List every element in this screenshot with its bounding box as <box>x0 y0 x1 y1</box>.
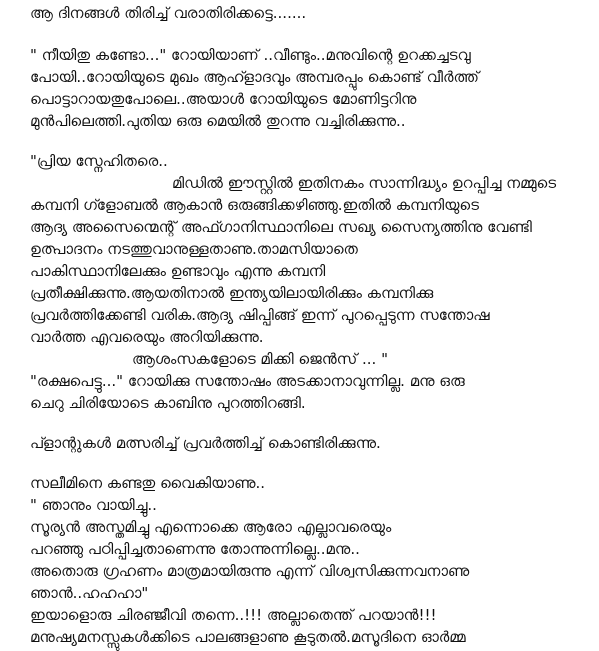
text-line: " നീയിതു കണ്ടോ..." റോയിയാണ് ..വീണ്ടും..മനുവിന്റെ ഉറക്കച്ചടവു <box>30 46 471 64</box>
text-line: പ്രവർത്തിക്കേണ്ടി വരിക.ആദ്യ ഷിപ്പിങ്ങ് ഇന്ന് പുറപ്പെടുന്ന സന്തോഷ <box>30 306 490 324</box>
text-line: ഉത്പാദനം നടത്തുവാനുള്ളതാണു.താമസിയാതെ <box>30 240 358 258</box>
text-line: അതൊരു ഗ്രഹണം മാത്രമായിരുന്നു എന്ന് വിശ്വസിക്കുന്നവനാണു <box>30 562 470 580</box>
text-line: കമ്പനി ഗ്ളോബൽ ആകാൻ ഒരുങ്ങിക്കഴിഞ്ഞു.ഇതിൽ കമ്പനിയുടെ <box>30 196 479 214</box>
text-line: സലീമിനെ കണ്ടതു വൈകിയാണു.. <box>30 474 265 492</box>
text-line: മിഡിൽ ഈസ്റ്റിൽ ഇതിനകം സാന്നിദ്ധ്യം ഉറപ്പിച്ച നമ്മുടെ <box>172 174 557 192</box>
text-line: "രക്ഷപെട്ടു..." റോയിക്കു സന്തോഷം അടക്കാനാവുന്നില്ല. മനു ഒരു <box>30 372 465 390</box>
text-line: "പ്രിയ സ്നേഹിതരെ.. <box>30 152 168 170</box>
text-line: വാർത്ത എവരെയും അറിയിക്കുന്നു. <box>30 328 264 346</box>
text-line: പറഞ്ഞു പഠിപ്പിച്ചതാണെന്നു തോന്നുന്നില്ലെ..മനു.. <box>30 540 360 558</box>
text-line: സൂര്യൻ അസ്തമിച്ചു എന്നൊക്കെ ആരോ എല്ലാവരെയും <box>30 518 392 536</box>
text-line: മനുഷ്യമനസ്സുകൾക്കിടെ പാലങ്ങളാണു കൂടുതൽ.മസൂദിനെ ഓർമ്മ <box>30 628 466 646</box>
text-line: ഇയാളൊരു ചിരഞ്ജീവി തന്നെ..!!! അല്ലാതെന്ത് പറയാൻ!!! <box>30 606 437 624</box>
text-line: മുൻപിലെത്തി.പുതിയ ഒരു മെയിൽ തുറന്നു വച്ചിരിക്കുന്നു.. <box>30 112 406 130</box>
text-line: പാകിസ്ഥാനിലേക്കും ഉണ്ടാവും എന്നു കമ്പനി <box>30 262 326 280</box>
text-line: പ്രതീക്ഷിക്കുന്നു.ആയതിനാൽ ഇന്ത്യയിലായിരിക്കും കമ്പനിക്കു <box>30 284 434 302</box>
text-line: ആദ്യ അസൈന്മെന്റ് അഫ്ഗാനിസ്ഥാനിലെ സഖ്യ സൈന്യത്തിനു വേണ്ടി <box>30 218 532 236</box>
text-line: പോയി..റോയിയുടെ മുഖം ആഹ്ളാദവും അമ്പരപ്പും കൊണ്ട് വീർത്ത് <box>30 68 479 86</box>
text-line: പ്ളാന്റുകൾ മത്സരിച്ച് പ്രവർത്തിച്ച് കൊണ്ടിരിക്കുന്നു. <box>30 434 381 452</box>
text-line: ആശംസകളോടെ മിക്കി ജെൻസ് ... " <box>132 350 388 368</box>
text-line: " ഞാനും വായിച്ചു.. <box>30 496 157 514</box>
text-line: ആ ദിനങ്ങൾ തിരിച്ച് വരാതിരിക്കട്ടെ....... <box>30 4 307 22</box>
text-line: ചെറു ചിരിയോടെ കാബിനു പുറത്തിറങ്ങി. <box>30 394 306 412</box>
text-line: പൊട്ടാറായതുപോലെ..അയാൾ റോയിയുടെ മോണിട്ടറിനു <box>30 90 417 108</box>
text-line: ഞാൻ..ഹഹഹാ" <box>30 584 149 602</box>
